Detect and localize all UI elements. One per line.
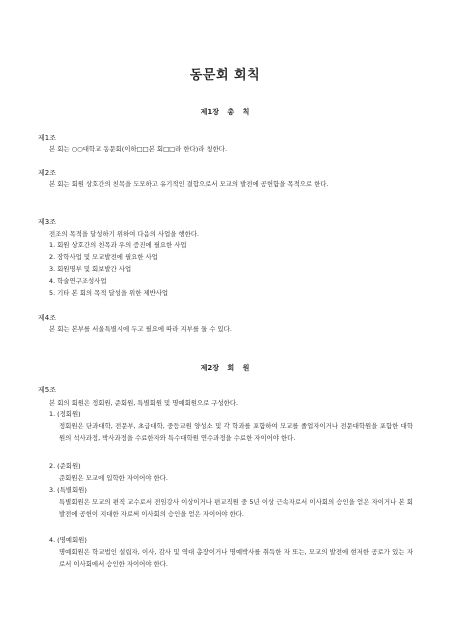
article-1-text: 본 회는 ○○대학교 동문회(이하□□본 회□□라 한다)라 칭한다. bbox=[49, 145, 227, 153]
article-3-intro: 전조의 목적을 달성하기 위하여 다음의 사업을 행한다. bbox=[49, 230, 200, 238]
article-3-item: 1. 회원 상호간의 친목과 우의 증진에 필요한 사업 bbox=[49, 241, 187, 249]
article-5-intro: 본 회의 회원은 정회원, 준회원, 특별회원 및 명예회원으로 구성한다. bbox=[49, 399, 239, 407]
article-3-item: 2. 장학사업 및 모교발전에 필요한 사업 bbox=[49, 253, 158, 261]
honorary-member-text: 명예회원은 학교법인 설립자, 이사, 감사 및 역대 총장이거나 명예박사를 취득한 자 또는, 모교의 발전에 현저한 공로가 있는 자로서 이사회에서 승인한 자이어야 한다. bbox=[59, 548, 413, 568]
special-member-text: 특별회원은 모교의 편직 교수로서 전임강사 이상이거나 편교직원 중 5년 이상 근속자로서 이사회의 승인을 얻은 자이거나 본 회 발전에 공헌이 지대한 자로써 이사회의 승인을 얻은 자이어야 한다. bbox=[59, 498, 413, 518]
article-3-item: 4. 학술연구조성사업 bbox=[49, 277, 107, 285]
article-3-item: 3. 회원명부 및 회보발간 사업 bbox=[49, 265, 132, 273]
article-1-number: 제1조 bbox=[38, 134, 56, 142]
document-title: 동문회 회칙 bbox=[189, 68, 261, 83]
regular-member-title: 1. (정회원) bbox=[49, 410, 81, 418]
special-member-title: 3. (특별회원) bbox=[49, 486, 87, 494]
article-4-number: 제4조 bbox=[38, 314, 56, 322]
regular-member-text: 정회원은 단과대학, 전문부, 초급대학, 중등교원 양성소 및 각 학과를 포함하여 모교를 졸업자이거나 전문대학원을 포함한 대학원의 석사과정, 박사과정을 수료한자와 특수대학원 연수과정을 수료한 자이어야 한다. bbox=[59, 422, 413, 442]
article-5-number: 제5조 bbox=[38, 386, 56, 394]
article-2-number: 제2조 bbox=[38, 169, 56, 177]
honorary-member-title: 4. (명예회원) bbox=[49, 536, 87, 544]
chapter-2-heading: 제2장 회 원 bbox=[200, 364, 250, 372]
associate-member-title: 2. (준회원) bbox=[49, 462, 81, 470]
article-2-text: 본 회는 회원 상호간의 친목을 도모하고 유기적인 결합으로서 모교의 발전에 공헌함을 목적으로 한다. bbox=[49, 180, 329, 188]
article-3-item: 5. 기타 본 회의 목적 달성을 위한 제반사업 bbox=[49, 289, 169, 297]
chapter-1-heading: 제1장 총 칙 bbox=[200, 108, 250, 116]
associate-member-text: 준회원은 모교에 입학한 자이어야 한다. bbox=[59, 474, 168, 482]
article-3-number: 제3조 bbox=[38, 218, 56, 226]
article-4-text: 본 회는 본부를 서울특별시에 두고 필요에 따라 지부를 둘 수 있다. bbox=[49, 325, 232, 333]
